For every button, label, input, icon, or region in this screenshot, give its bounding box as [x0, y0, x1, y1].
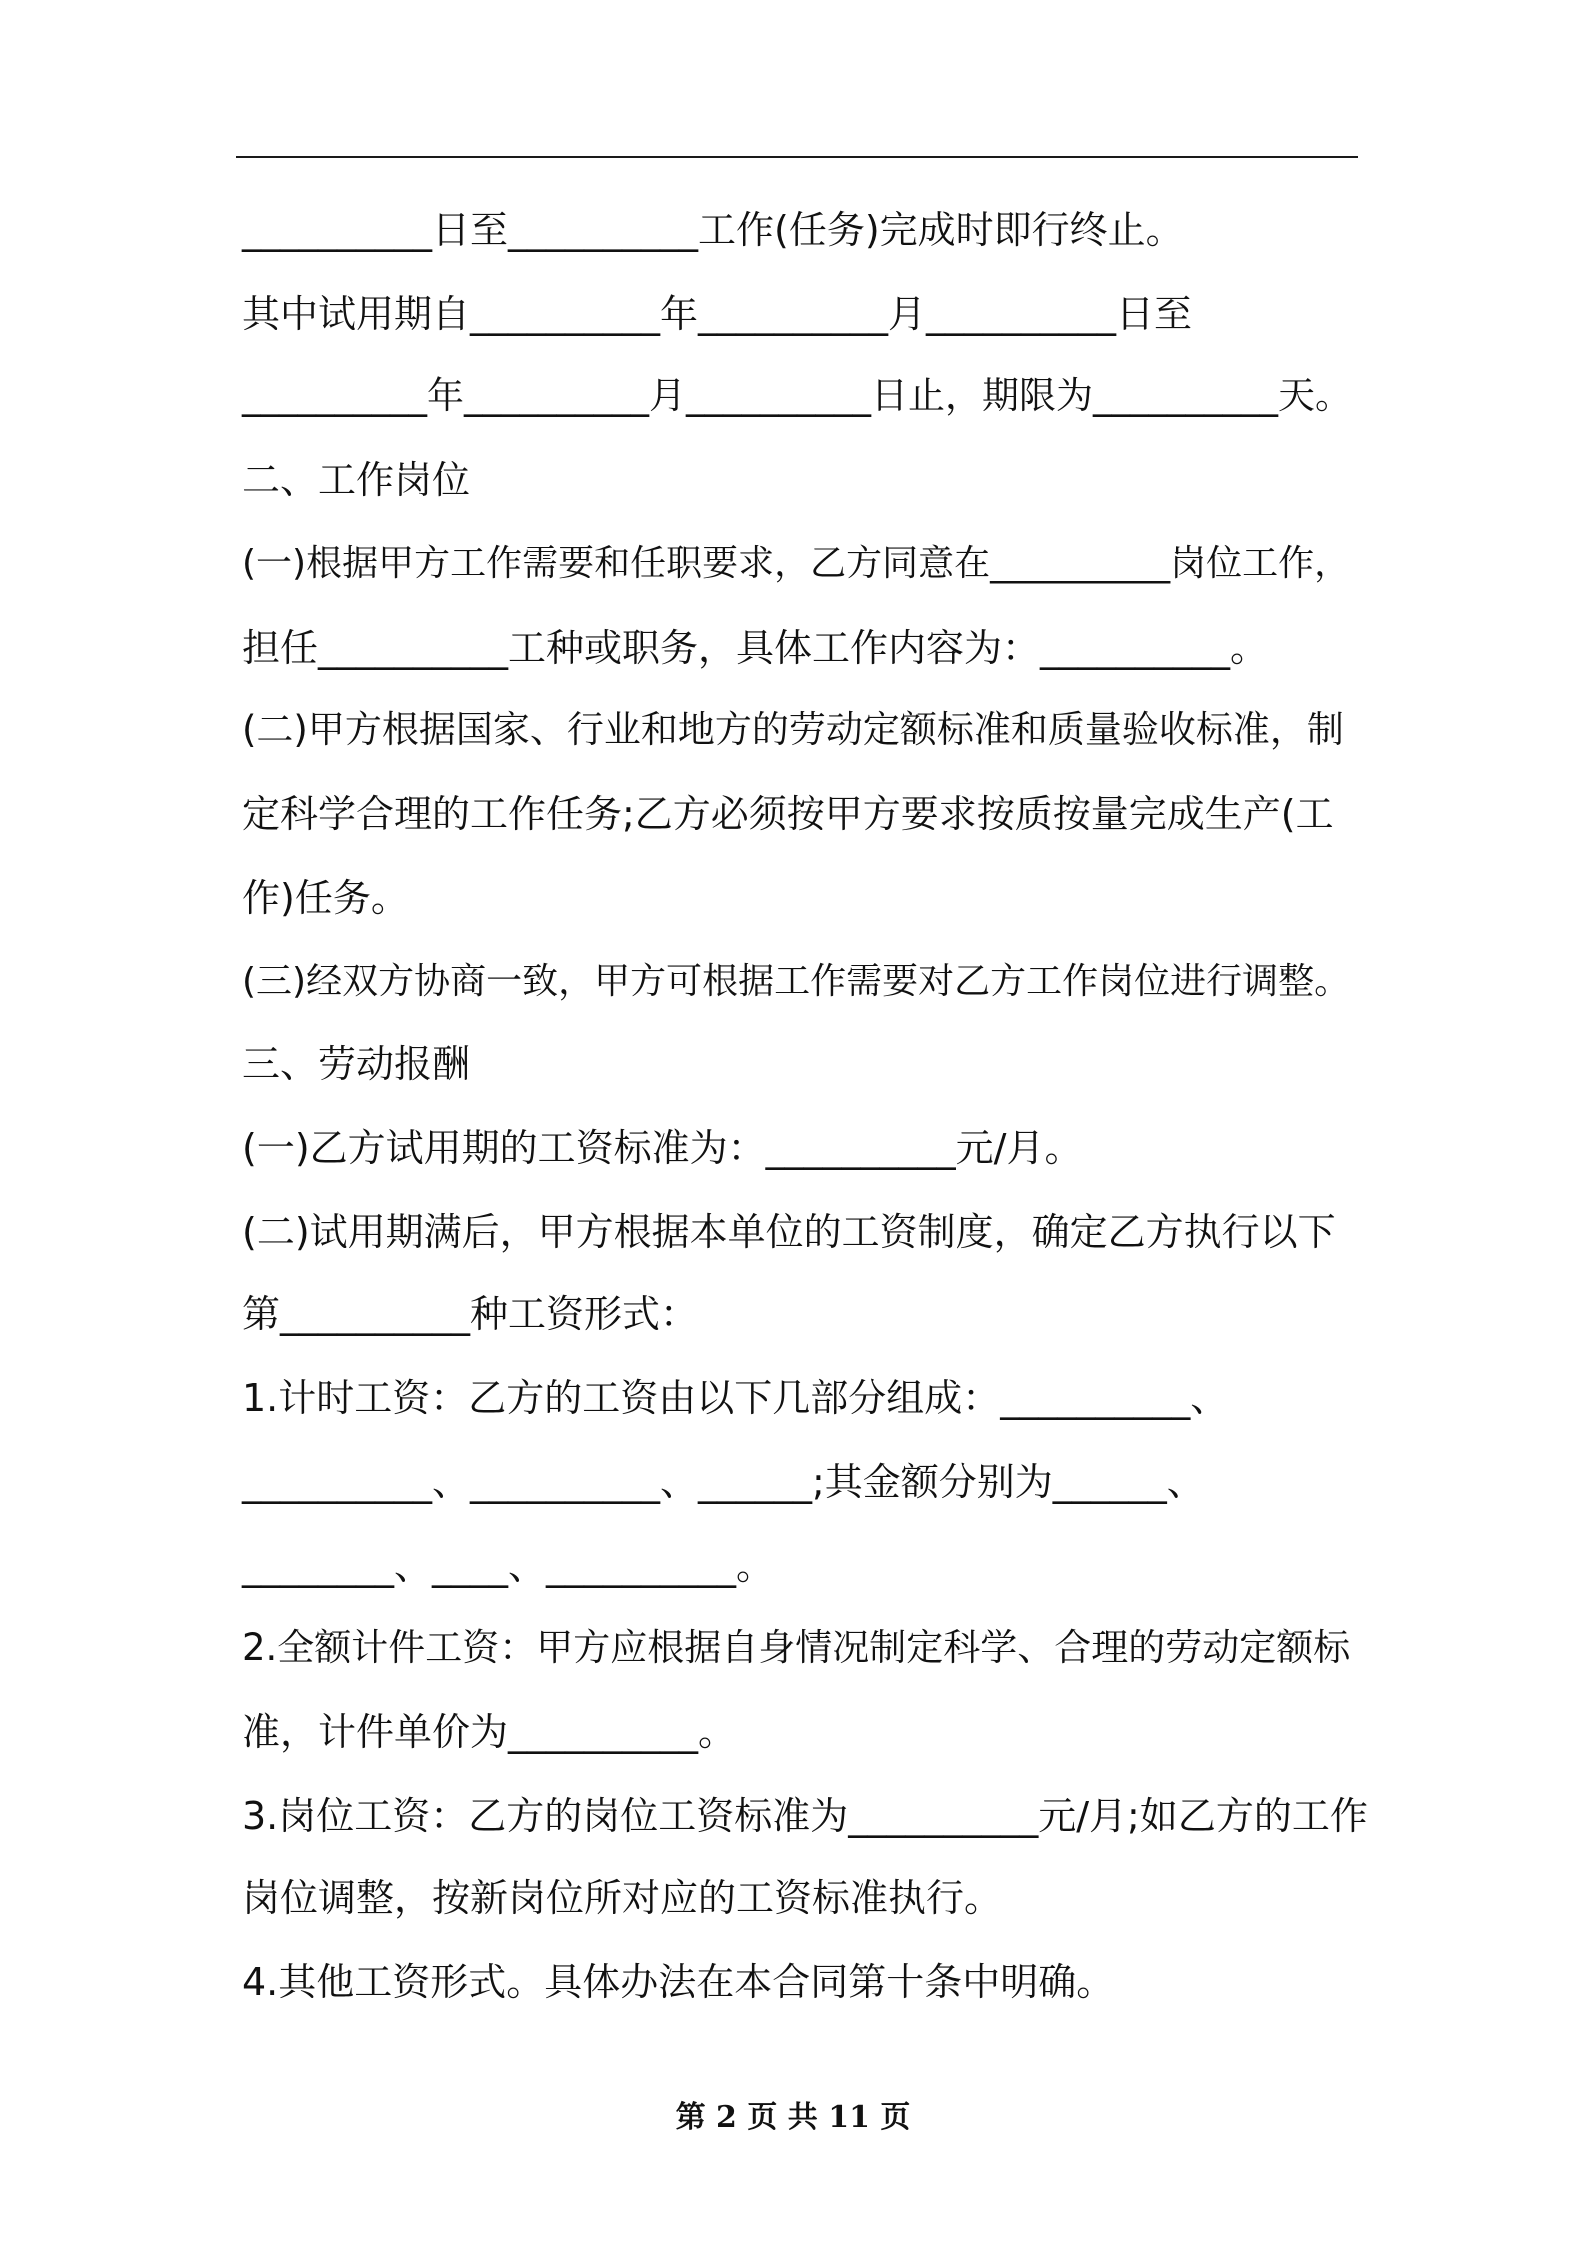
text-line-16: __________、__________、______;其金额分别为______、 — [242, 1460, 1205, 1504]
text-line-8: 定科学合理的工作任务;乙方必须按甲方要求按质按量完成生产(工 — [242, 792, 1334, 836]
text-line-14: 第__________种工资形式： — [242, 1292, 699, 1336]
text-line-22: 4.其他工资形式。具体办法在本合同第十条中明确。 — [242, 1960, 1115, 2004]
text-line-18: 2.全额计件工资：甲方应根据自身情况制定科学、合理的劳动定额标 — [242, 1626, 1351, 1669]
header-rule — [236, 156, 1358, 158]
text-line-10: (三)经双方协商一致，甲方可根据工作需要对乙方工作岗位进行调整。 — [242, 961, 1351, 1002]
text-line-15: 1.计时工资：乙方的工资由以下几部分组成：__________、 — [242, 1376, 1229, 1420]
page-number-footer: 第 2 页 共 11 页 — [675, 2100, 911, 2135]
text-line-17: ________、____、__________。 — [242, 1544, 775, 1588]
text-line-19: 准，计件单价为__________。 — [242, 1710, 737, 1754]
text-line-9: 作)任务。 — [242, 876, 409, 920]
text-line-21: 岗位调整，按新岗位所对应的工资标准执行。 — [242, 1876, 1003, 1920]
text-line-7: (二)甲方根据国家、行业和地方的劳动定额标准和质量验收标准，制 — [242, 708, 1344, 751]
text-line-13: (二)试用期满后，甲方根据本单位的工资制度，确定乙方执行以下 — [242, 1210, 1336, 1254]
text-line-5: (一)根据甲方工作需要和任职要求，乙方同意在__________岗位工作， — [242, 543, 1351, 584]
text-line-6: 担任__________工种或职务，具体工作内容为：__________。 — [242, 626, 1269, 670]
text-line-20: 3.岗位工资：乙方的岗位工资标准为__________元/月;如乙方的工作 — [242, 1794, 1368, 1838]
text-line-12: (一)乙方试用期的工资标准为：__________元/月。 — [242, 1126, 1083, 1170]
section-heading-work-position: 二、工作岗位 — [242, 458, 471, 502]
text-line-1: __________日至__________工作(任务)完成时即行终止。 — [242, 208, 1184, 252]
section-heading-remuneration: 三、劳动报酬 — [242, 1042, 471, 1086]
text-line-2: 其中试用期自__________年__________月__________日至 — [242, 292, 1193, 336]
text-line-3: __________年__________月__________日止，期限为__________天。 — [242, 374, 1352, 417]
